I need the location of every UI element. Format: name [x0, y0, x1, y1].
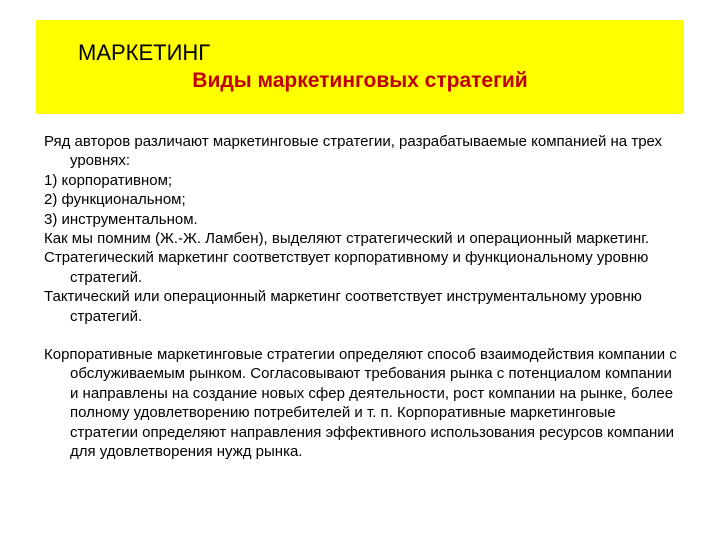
slide-title: МАРКЕТИНГ	[78, 40, 211, 65]
paragraph-strategic: Стратегический маркетинг соответствует корпоративному и функциональному уровню стратегий.	[44, 249, 649, 286]
slide-body	[44, 132, 684, 462]
paragraph-corporate-strategies: Корпоративные маркетинговые стратегии определяют способ взаимодействия компании с обслуживаемым рынком. Согласовывают требования рынка с потенциалом компании и направлены на создание новых сфер деятельности, рост компании на рынке, более полному удовлетворению потребителей и т. п. Корпоративные маркетинговые стратегии определяют направления эффективного использования ресурсов компании для удовлетворения нужд рынка.	[44, 346, 677, 461]
list-item-functional: 2) функциональном;	[44, 191, 186, 209]
paragraph-lambin: Как мы помним (Ж.-Ж. Ламбен), выделяют стратегический и операционный маркетинг.	[44, 230, 649, 248]
slide-subtitle: Виды маркетинговых стратегий	[192, 69, 528, 92]
list-item-instrumental: 3) инструментальном.	[44, 210, 198, 228]
paragraph-tactical: Тактический или операционный маркетинг соответствует инструментальному уровню стратегий.	[44, 288, 642, 325]
list-item-corporate: 1) корпоративном;	[44, 171, 173, 189]
paragraph-spacer	[44, 326, 684, 345]
paragraph-intro: Ряд авторов различают маркетинговые стратегии, разрабатываемые компанией на трех уровнях:	[44, 133, 663, 170]
header-band	[36, 20, 684, 114]
